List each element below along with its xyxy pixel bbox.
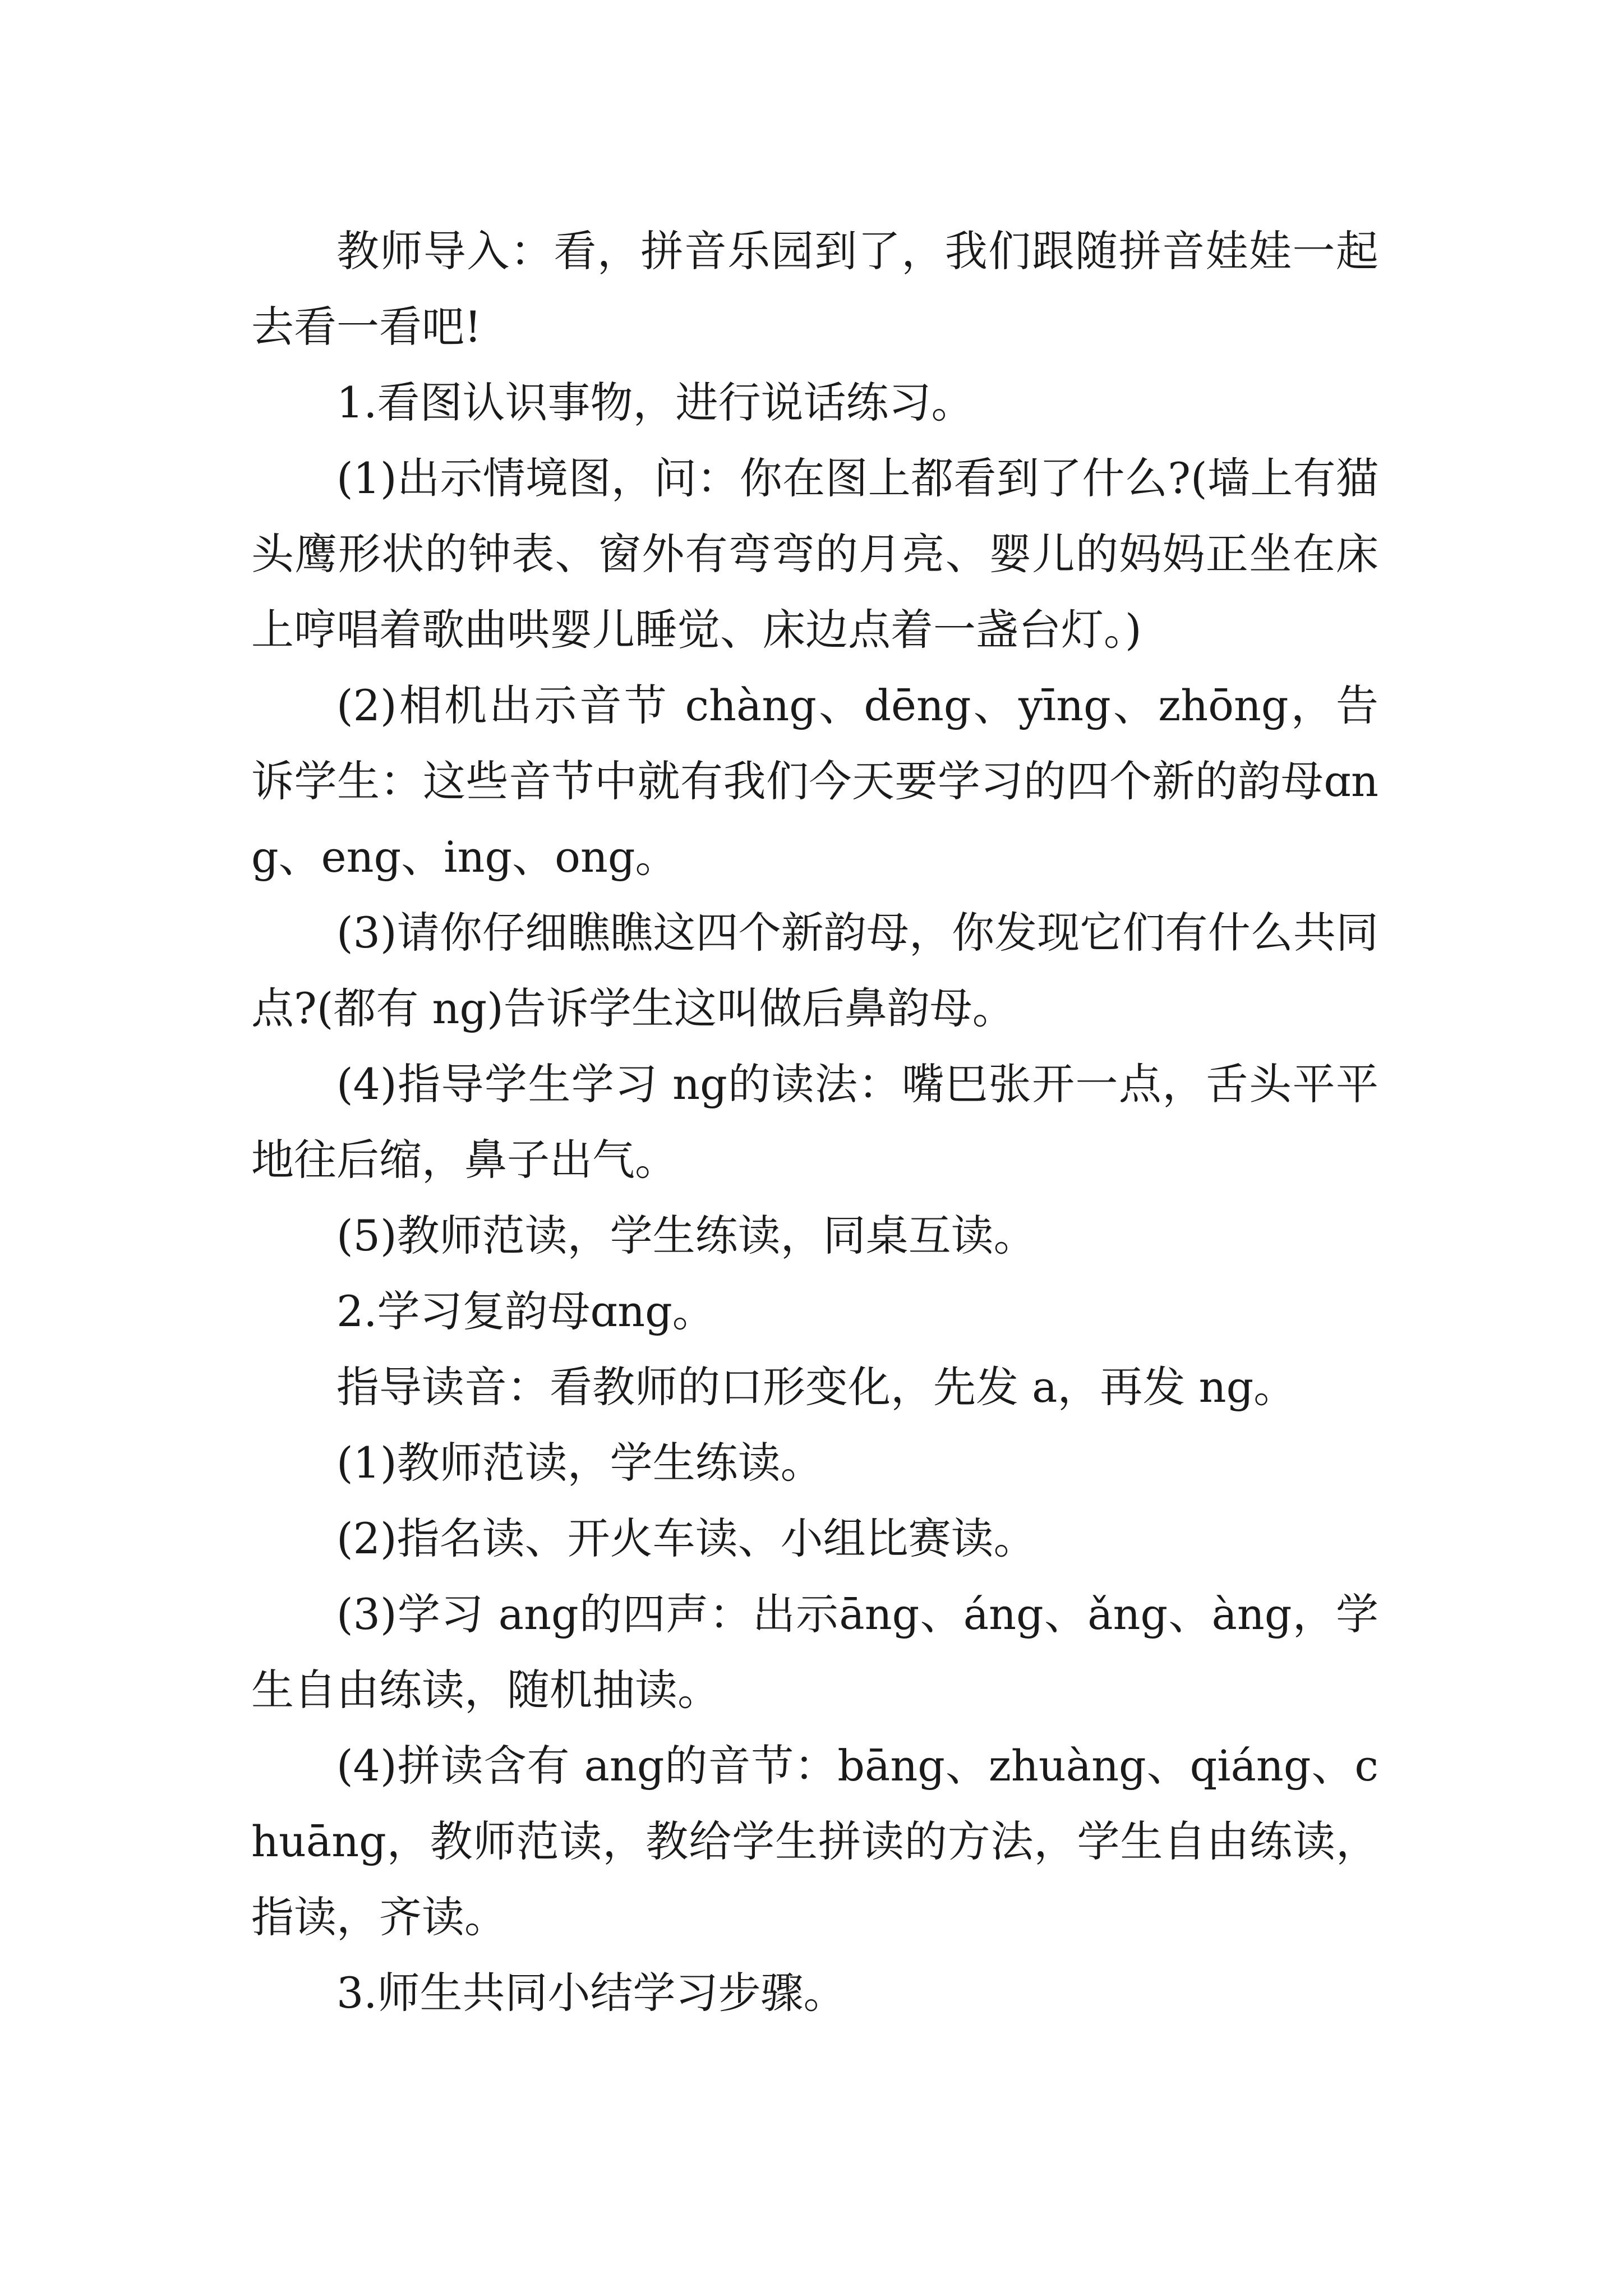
paragraph-step-2: 2.学习复韵母ɑng。: [336, 1286, 715, 1336]
paragraph-step-1-5: (5)教师范读，学生练读，同桌互读。: [336, 1211, 1036, 1260]
paragraph-intro: 教师导入：看，拼音乐园到了，我们跟随拼音娃娃一起去看一看吧!: [251, 226, 1378, 352]
paragraph-step-1: 1.看图认识事物，进行说话练习。: [336, 378, 974, 427]
paragraph-step-2-1: (1)教师范读，学生练读。: [336, 1438, 823, 1488]
document-page: [251, 213, 1378, 2031]
paragraph-step-1-3: (3)请你仔细瞧瞧这四个新韵母，你发现它们有什么共同点?(都有 ng)告诉学生这叫做后鼻韵母。: [251, 908, 1378, 1033]
paragraph-step-1-4: (4)指导学生学习 ng的读法：嘴巴张开一点，舌头平平地往后缩，鼻子出气。: [251, 1059, 1378, 1185]
paragraph-step-1-1: (1)出示情境图，问：你在图上都看到了什么?(墙上有猫头鹰形状的钟表、窗外有弯弯的月亮、婴儿的妈妈正坐在床上哼唱着歌曲哄婴儿睡觉、床边点着一盏台灯。): [251, 453, 1378, 655]
paragraph-step-1-2: (2)相机出示音节 chàng、dēng、yīng、zhōng，告诉学生：这些音节中就有我们今天要学习的四个新的韵母ɑng、eng、ing、ong。: [251, 680, 1378, 882]
paragraph-step-3: 3.师生共同小结学习步骤。: [336, 1968, 846, 2018]
paragraph-step-2-3: (3)学习 ang的四声：出示āng、áng、ǎng、àng，学生自由练读，随机抽读。: [251, 1589, 1378, 1715]
paragraph-step-2-guide: 指导读音：看教师的口形变化，先发 a，再发 ng。: [336, 1362, 1297, 1412]
paragraph-step-2-4: (4)拼读含有 ang的音节：bāng、zhuàng、qiáng、chuāng，教师范读，教给学生拼读的方法，学生自由练读，指读，齐读。: [251, 1741, 1378, 1942]
paragraph-step-2-2: (2)指名读、开火车读、小组比赛读。: [336, 1513, 1036, 1563]
